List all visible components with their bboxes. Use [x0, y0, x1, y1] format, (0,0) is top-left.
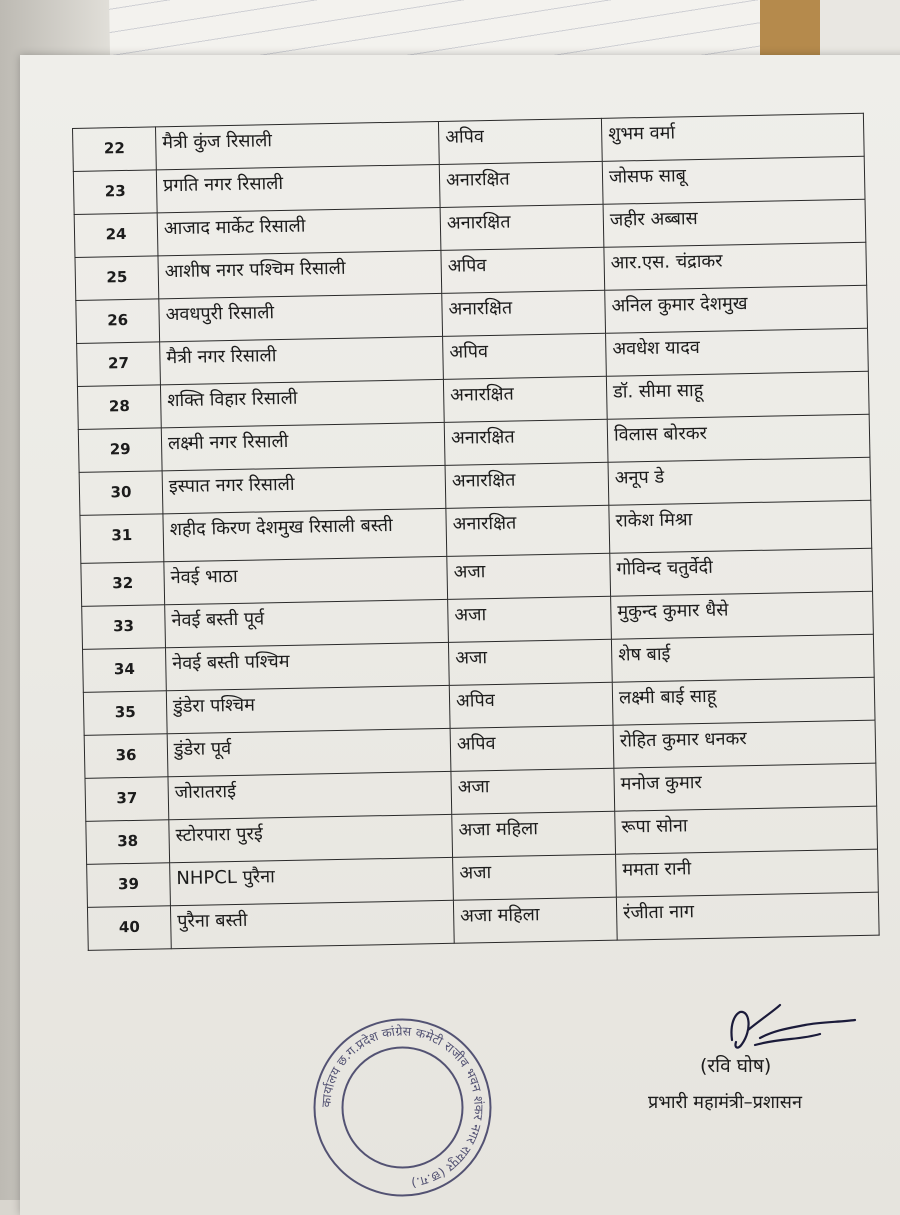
ward-number: 29 [78, 428, 162, 473]
candidate-name: रंजीता नाग [616, 892, 879, 940]
candidate-name: मनोज कुमार [614, 763, 877, 811]
reservation-category: अपिव [441, 247, 605, 293]
ward-number: 27 [77, 342, 161, 387]
reservation-category: अपिव [450, 725, 614, 771]
ward-number: 22 [73, 127, 157, 172]
ward-name: शक्ति विहार रिसाली [160, 379, 444, 427]
candidate-name: अवधेश यादव [606, 328, 869, 376]
candidate-name: शेष बाई [611, 634, 874, 682]
candidate-name: राकेश मिश्रा [609, 500, 872, 553]
ward-name: अवधपुरी रिसाली [159, 293, 443, 341]
ward-number: 38 [86, 820, 170, 865]
seal-text: कार्यालय छ.ग.प्रदेश कांग्रेस कमेटी राजीव भवन शंकर नगर रायपुर (छ.ग.) [318, 1023, 487, 1191]
reservation-category: अनारक्षित [439, 161, 603, 207]
ward-name: पुरैना बस्ती [170, 900, 454, 948]
candidate-name: जोसफ साबू [602, 156, 865, 204]
ward-number: 37 [85, 777, 169, 822]
reservation-category: अनारक्षित [445, 462, 609, 508]
candidate-name: मुकुन्द कुमार धैसे [611, 591, 874, 639]
ward-name: नेवई बस्ती पूर्व [165, 599, 449, 647]
ward-number: 35 [83, 691, 167, 736]
ward-number: 34 [83, 648, 167, 693]
ward-number: 26 [76, 299, 160, 344]
ward-number: 23 [73, 170, 157, 215]
ward-number: 24 [74, 213, 158, 258]
candidate-name: शुभम वर्मा [601, 113, 864, 161]
candidate-name: विलास बोरकर [607, 414, 870, 462]
ward-name: नेवई बस्ती पश्चिम [165, 642, 449, 690]
candidate-name: डॉ. सीमा साहू [606, 371, 869, 419]
candidate-name: अनिल कुमार देशमुख [605, 285, 868, 333]
reservation-category: अनारक्षित [442, 290, 606, 336]
reservation-category: अपिव [438, 118, 602, 164]
ward-name: शहीद किरण देशमुख रिसाली बस्ती [163, 508, 447, 561]
candidate-name: गोविन्द चतुर्वेदी [610, 548, 873, 596]
reservation-category: अनारक्षित [443, 376, 607, 422]
ward-name: डुंडेरा पश्चिम [166, 685, 450, 733]
signature [720, 1000, 860, 1060]
candidate-name: ममता रानी [616, 849, 879, 897]
reservation-category: अजा [448, 596, 612, 642]
svg-text:कार्यालय छ.ग.प्रदेश कांग्रेस क [318, 1023, 486, 1191]
reservation-category: अपिव [449, 682, 613, 728]
ward-name: NHPCL पुरैना [170, 857, 454, 905]
reservation-category: अजा महिला [453, 897, 617, 943]
ward-name: स्टोरपारा पुरई [169, 814, 453, 862]
candidate-name: जहीर अब्बास [603, 199, 866, 247]
candidate-name: आर.एस. चंद्राकर [604, 242, 867, 290]
ward-number: 32 [81, 562, 165, 607]
ward-candidate-table [72, 113, 880, 951]
reservation-category: अनारक्षित [446, 505, 610, 556]
ward-name: मैत्री नगर रिसाली [160, 336, 444, 384]
ward-number: 36 [84, 734, 168, 779]
ward-name: डुंडेरा पूर्व [167, 728, 451, 776]
reservation-category: अजा [453, 854, 617, 900]
candidate-name: रोहित कुमार धनकर [613, 720, 876, 768]
ward-number: 30 [79, 471, 163, 516]
candidate-name: अनूप डे [608, 457, 871, 505]
signer-name: (रवि घोष) [700, 1055, 772, 1077]
ward-number: 39 [87, 863, 171, 908]
candidate-name: लक्ष्मी बाई साहू [612, 677, 875, 725]
reservation-category: अजा [447, 553, 611, 599]
reservation-category: अनारक्षित [440, 204, 604, 250]
ward-name: जोरातराई [168, 771, 452, 819]
reservation-category: अजा महिला [452, 811, 616, 857]
ward-number: 25 [75, 256, 159, 301]
ward-number: 28 [77, 385, 161, 430]
ward-name: आजाद मार्केट रिसाली [157, 207, 441, 255]
signer-designation: प्रभारी महामंत्री–प्रशासन [648, 1092, 802, 1113]
ward-name: नेवई भाठा [164, 556, 448, 604]
office-seal [310, 1015, 495, 1200]
reservation-category: अजा [451, 768, 615, 814]
reservation-category: अपिव [443, 333, 607, 379]
ward-number: 33 [82, 605, 166, 650]
candidate-name: रूपा सोना [615, 806, 878, 854]
ward-number: 40 [87, 906, 171, 951]
ward-number: 31 [80, 514, 164, 564]
ward-name: मैत्री कुंज रिसाली [155, 121, 439, 169]
ward-name: प्रगति नगर रिसाली [156, 164, 440, 212]
ward-name: लक्ष्मी नगर रिसाली [161, 422, 445, 470]
ward-name: इस्पात नगर रिसाली [162, 465, 446, 513]
ward-name: आशीष नगर पश्चिम रिसाली [158, 250, 442, 298]
reservation-category: अजा [448, 639, 612, 685]
reservation-category: अनारक्षित [444, 419, 608, 465]
table-body [73, 113, 880, 950]
